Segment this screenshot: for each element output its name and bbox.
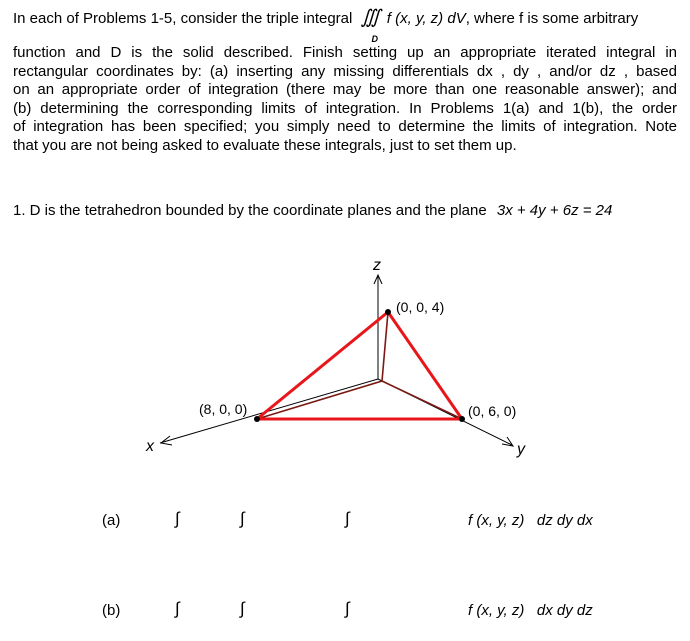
vertex-x [254, 416, 260, 422]
part-a-integrand: f (x, y, z) dz dy dx [468, 512, 593, 529]
inner-edge-z [382, 312, 388, 381]
part-a-integral-1: ∫ [175, 509, 180, 528]
intro-line-6: of integration has been specified; you simply need to determine the limits of integration. Note [13, 118, 677, 135]
intro-line-1-a: In each of Problems 1-5, consider the triple integral [13, 10, 353, 27]
inner-edge-x [257, 381, 382, 419]
triple-integral-sign: ∭ D [361, 6, 381, 30]
intro-line-4: on an appropriate order of integration (there may be more than one reasonable answer); and [13, 81, 677, 98]
vertex-z [385, 309, 391, 315]
intro-line-1-b: , where f is some arbitrary [465, 10, 639, 27]
axis-x-label: x [146, 438, 154, 455]
point-y-label: (0, 6, 0) [468, 403, 517, 419]
point-x-label: (8, 0, 0) [199, 401, 248, 417]
axis-y-label: y [517, 441, 525, 458]
intro-line-5: (b) determining the corresponding limits of integration. In Problems 1(a) and 1(b), the order [13, 99, 677, 117]
problem-1-equation: 3x + 4y + 6z = 24 [496, 202, 613, 219]
edge-z-y [388, 312, 462, 419]
part-b-integral-3: ∫ [345, 599, 350, 618]
intro-line-2: function and D is the solid described. Finish setting up an appropriate iterated integral in [13, 44, 677, 61]
region-subscript: D [371, 34, 379, 44]
vertex-y [459, 416, 465, 422]
part-a-integral-3: ∫ [345, 509, 350, 528]
part-b-integral-1: ∫ [175, 599, 180, 618]
axis-z-label: z [373, 257, 381, 274]
integrand-fdv: f (x, y, z) dV [386, 10, 466, 27]
intro-line-7: that you are not being asked to evaluate these integrals, just to set them up. [13, 136, 517, 154]
problem-1-text: 1. D is the tetrahedron bounded by the coordinate planes and the plane [13, 202, 487, 219]
part-a-integral-2: ∫ [240, 509, 245, 528]
x-axis-arrowhead [161, 436, 172, 445]
part-b-integral-2: ∫ [240, 599, 245, 618]
part-a-label: (a) [102, 512, 121, 529]
point-z-label: (0, 0, 4) [396, 299, 445, 315]
part-b-label: (b) [102, 602, 121, 619]
edge-x-z [257, 312, 388, 419]
intro-line-3: rectangular coordinates by: (a) inserting any missing differentials dx , dy , and/or dz , based [13, 62, 677, 80]
part-b-integrand: f (x, y, z) dx dy dz [468, 602, 593, 619]
